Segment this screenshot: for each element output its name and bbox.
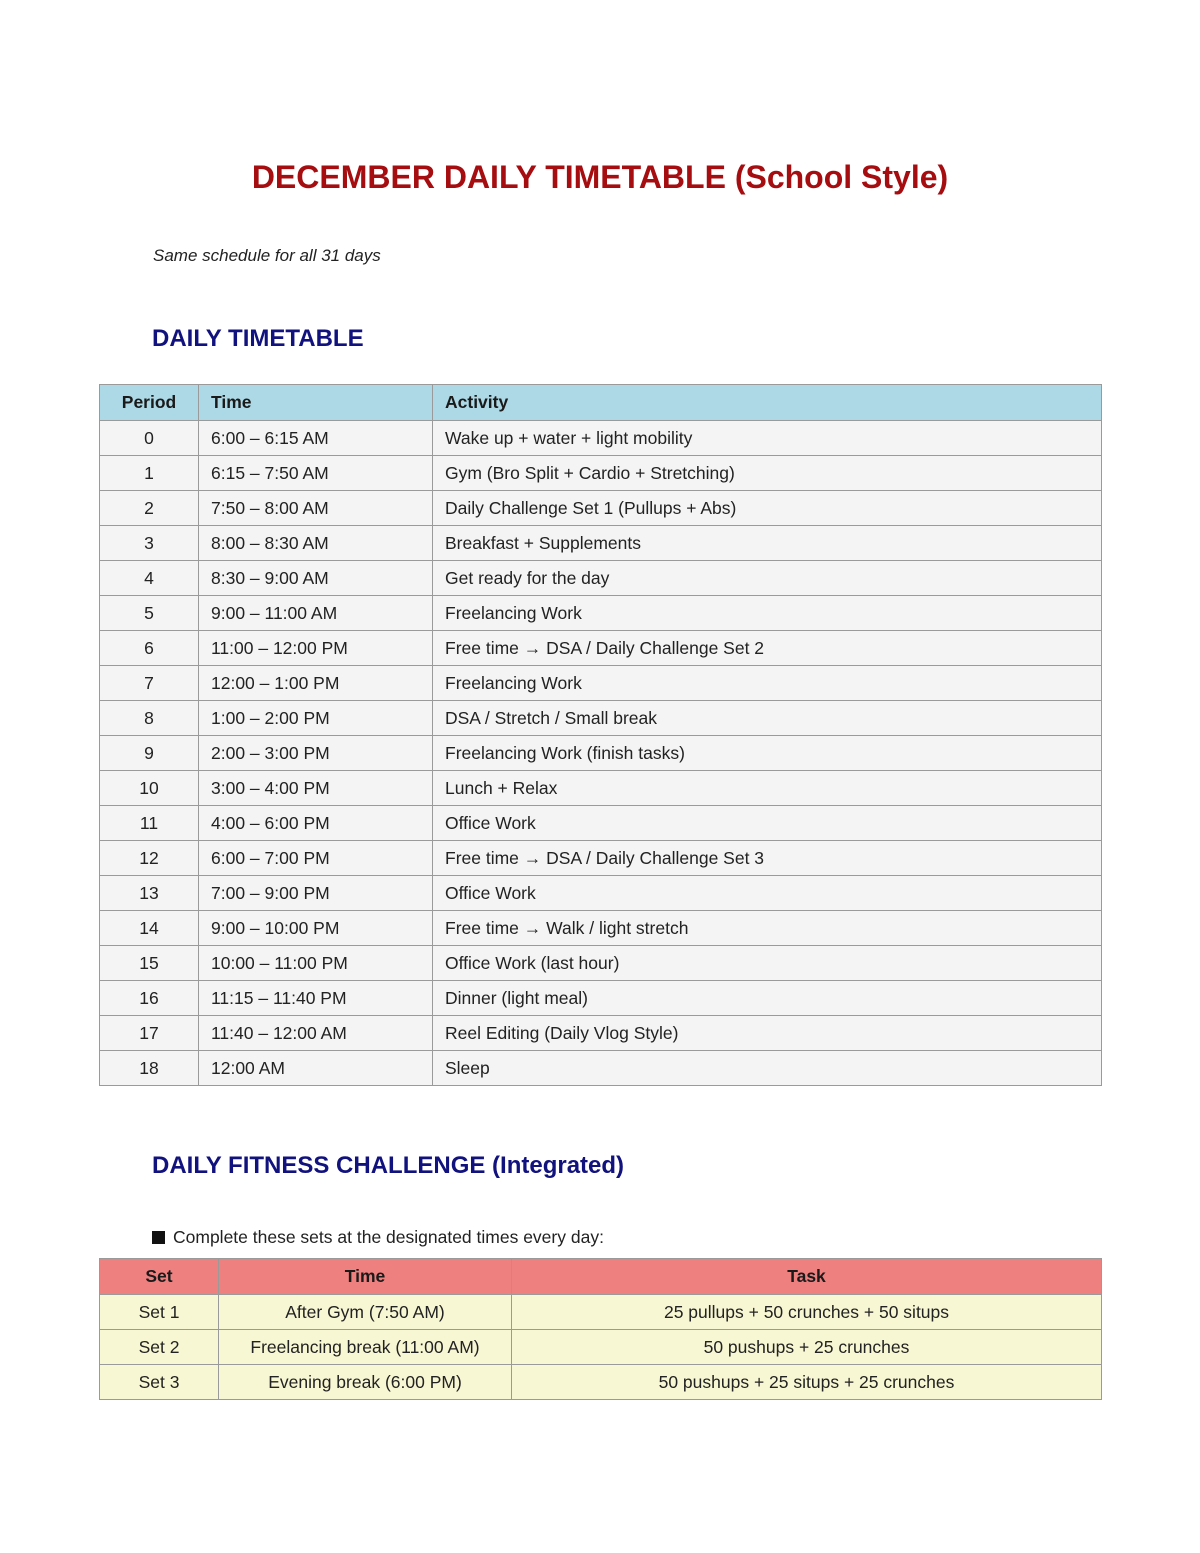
set-cell: Set 2 [100, 1330, 219, 1365]
activity-cell: Freelancing Work (finish tasks) [433, 736, 1102, 771]
table-row [100, 666, 1102, 701]
period-cell: 10 [100, 771, 199, 806]
period-cell: 18 [100, 1051, 199, 1086]
activity-cell: Free time → DSA / Daily Challenge Set 2 [433, 631, 1102, 666]
set-cell: Set 1 [100, 1295, 219, 1330]
time-cell: 9:00 – 10:00 PM [199, 911, 433, 946]
activity-cell: Get ready for the day [433, 561, 1102, 596]
period-cell: 14 [100, 911, 199, 946]
time-cell: 11:15 – 11:40 PM [199, 981, 433, 1016]
timetable [99, 384, 1102, 1086]
time-cell: 7:00 – 9:00 PM [199, 876, 433, 911]
period-cell: 0 [100, 421, 199, 456]
table-row [100, 526, 1102, 561]
time-cell: 9:00 – 11:00 AM [199, 596, 433, 631]
time-cell: 7:50 – 8:00 AM [199, 491, 433, 526]
table-row [100, 1016, 1102, 1051]
period-cell: 12 [100, 841, 199, 876]
activity-cell: Office Work [433, 876, 1102, 911]
table-row [100, 911, 1102, 946]
activity-cell: Gym (Bro Split + Cardio + Stretching) [433, 456, 1102, 491]
period-cell: 6 [100, 631, 199, 666]
activity-cell: Daily Challenge Set 1 (Pullups + Abs) [433, 491, 1102, 526]
set-cell: Set 3 [100, 1365, 219, 1400]
activity-cell: DSA / Stretch / Small break [433, 701, 1102, 736]
task-cell: 25 pullups + 50 crunches + 50 situps [512, 1295, 1102, 1330]
table-row [100, 491, 1102, 526]
activity-cell: Breakfast + Supplements [433, 526, 1102, 561]
fitness-intro [152, 1225, 604, 1249]
time-cell: 11:40 – 12:00 AM [199, 1016, 433, 1051]
period-cell: 5 [100, 596, 199, 631]
activity-cell: Wake up + water + light mobility [433, 421, 1102, 456]
time-cell: After Gym (7:50 AM) [219, 1295, 512, 1330]
table-row [100, 456, 1102, 491]
time-cell: Evening break (6:00 PM) [219, 1365, 512, 1400]
table-row [100, 841, 1102, 876]
table-row [100, 771, 1102, 806]
activity-cell: Sleep [433, 1051, 1102, 1086]
table-row [100, 981, 1102, 1016]
header-set: Set [100, 1259, 219, 1295]
table-row [100, 561, 1102, 596]
task-cell: 50 pushups + 25 crunches [512, 1330, 1102, 1365]
table-row [100, 1365, 1102, 1400]
activity-cell: Office Work (last hour) [433, 946, 1102, 981]
table-row [100, 736, 1102, 771]
activity-cell: Office Work [433, 806, 1102, 841]
time-cell: 12:00 AM [199, 1051, 433, 1086]
table-row [100, 876, 1102, 911]
time-cell: 6:15 – 7:50 AM [199, 456, 433, 491]
activity-cell: Reel Editing (Daily Vlog Style) [433, 1016, 1102, 1051]
table-row [100, 806, 1102, 841]
fitness-challenge-heading: DAILY FITNESS CHALLENGE (Integrated) [152, 1152, 625, 1179]
page-subtitle: Same schedule for all 31 days [153, 246, 381, 265]
header-activity: Activity [433, 385, 1102, 421]
header-time: Time [219, 1259, 512, 1295]
activity-cell: Lunch + Relax [433, 771, 1102, 806]
time-cell: 11:00 – 12:00 PM [199, 631, 433, 666]
activity-cell: Free time → Walk / light stretch [433, 911, 1102, 946]
period-cell: 2 [100, 491, 199, 526]
time-cell: 6:00 – 7:00 PM [199, 841, 433, 876]
activity-cell: Dinner (light meal) [433, 981, 1102, 1016]
time-cell: 2:00 – 3:00 PM [199, 736, 433, 771]
time-cell: 3:00 – 4:00 PM [199, 771, 433, 806]
table-row [100, 1330, 1102, 1365]
table-row [100, 421, 1102, 456]
fitness-challenge-table [99, 1258, 1102, 1400]
time-cell: 1:00 – 2:00 PM [199, 701, 433, 736]
period-cell: 11 [100, 806, 199, 841]
period-cell: 13 [100, 876, 199, 911]
timetable-header-row [100, 385, 1102, 421]
header-period: Period [100, 385, 199, 421]
table-row [100, 1051, 1102, 1086]
time-cell: 4:00 – 6:00 PM [199, 806, 433, 841]
activity-cell: Freelancing Work [433, 596, 1102, 631]
period-cell: 15 [100, 946, 199, 981]
period-cell: 4 [100, 561, 199, 596]
table-row [100, 946, 1102, 981]
time-cell: Freelancing break (11:00 AM) [219, 1330, 512, 1365]
table-row [100, 701, 1102, 736]
time-cell: 12:00 – 1:00 PM [199, 666, 433, 701]
table-row [100, 631, 1102, 666]
time-cell: 10:00 – 11:00 PM [199, 946, 433, 981]
task-cell: 50 pushups + 25 situps + 25 crunches [512, 1365, 1102, 1400]
header-task: Task [512, 1259, 1102, 1295]
table-row [100, 1295, 1102, 1330]
header-time: Time [199, 385, 433, 421]
time-cell: 6:00 – 6:15 AM [199, 421, 433, 456]
activity-cell: Free time → DSA / Daily Challenge Set 3 [433, 841, 1102, 876]
square-bullet-icon [152, 1231, 165, 1244]
period-cell: 7 [100, 666, 199, 701]
period-cell: 8 [100, 701, 199, 736]
challenge-header-row [100, 1259, 1102, 1295]
time-cell: 8:00 – 8:30 AM [199, 526, 433, 561]
fitness-intro-text: Complete these sets at the designated times every day: [173, 1227, 604, 1247]
timetable-heading: DAILY TIMETABLE [152, 325, 364, 352]
period-cell: 9 [100, 736, 199, 771]
period-cell: 16 [100, 981, 199, 1016]
period-cell: 17 [100, 1016, 199, 1051]
time-cell: 8:30 – 9:00 AM [199, 561, 433, 596]
page-title: DECEMBER DAILY TIMETABLE (School Style) [251, 159, 949, 195]
activity-cell: Freelancing Work [433, 666, 1102, 701]
period-cell: 3 [100, 526, 199, 561]
period-cell: 1 [100, 456, 199, 491]
table-row [100, 596, 1102, 631]
